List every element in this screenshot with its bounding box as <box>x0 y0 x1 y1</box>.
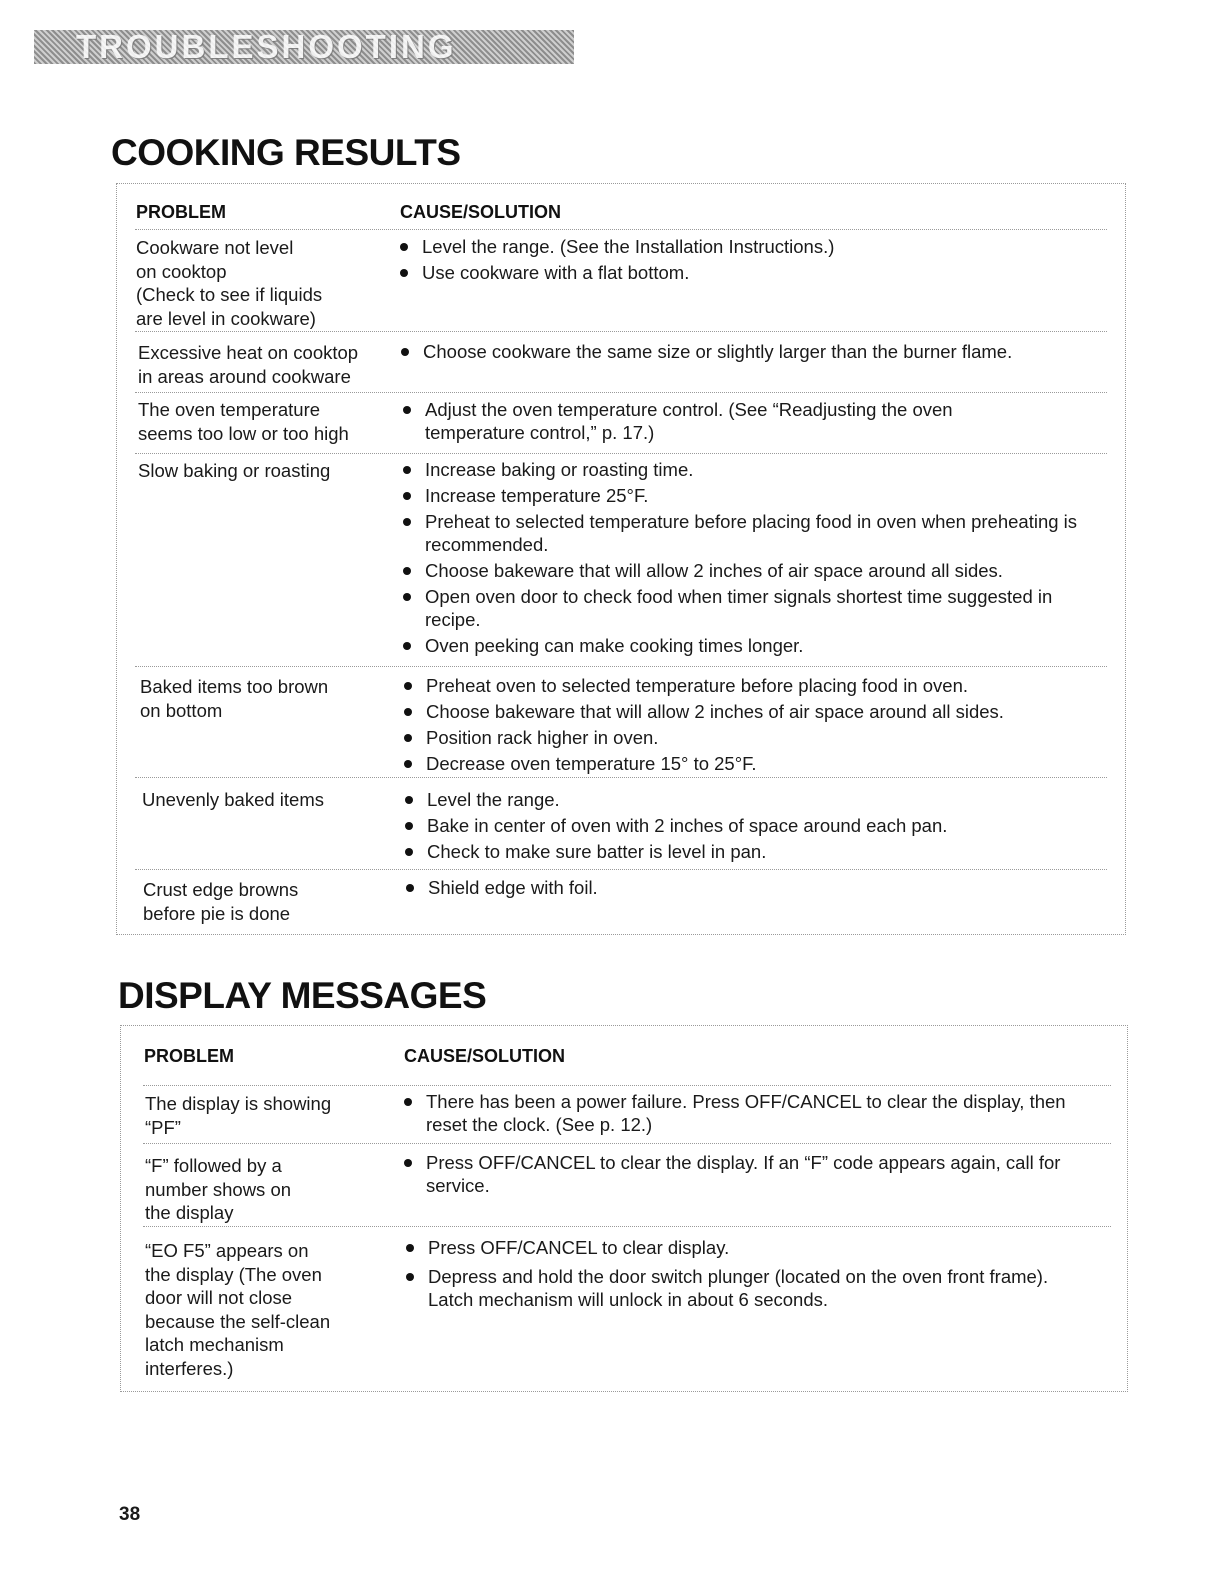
solution-text: Oven peeking can make cooking times longer. <box>425 635 804 656</box>
list-item <box>402 876 1112 899</box>
bullet-icon <box>404 1098 412 1106</box>
solution-text: Increase baking or roasting time. <box>425 459 694 480</box>
bullet-icon <box>401 348 409 356</box>
bullet-icon <box>403 492 411 500</box>
solution-list <box>400 674 1110 778</box>
solution-text: Choose cookware the same size or slightly larger than the burner flame. <box>423 341 1013 362</box>
problem-text: “F” followed by a number shows on the display <box>145 1155 292 1223</box>
display-messages-table <box>120 1025 1128 1392</box>
bullet-icon <box>403 466 411 474</box>
cooking-results-table <box>116 183 1126 935</box>
solution-list <box>400 1151 1100 1200</box>
bullet-icon <box>404 682 412 690</box>
solution-text: Preheat oven to selected temperature before placing food in oven. <box>426 675 968 696</box>
list-item <box>396 261 1106 284</box>
problem-text: The display is showing “PF” <box>145 1093 332 1138</box>
problem-text: Slow baking or roasting <box>138 460 331 481</box>
bullet-icon <box>404 760 412 768</box>
list-item <box>400 726 1110 749</box>
bullet-icon <box>400 243 408 251</box>
bullet-icon <box>405 822 413 830</box>
section-banner <box>34 30 574 64</box>
solution-text: Position rack higher in oven. <box>426 727 659 748</box>
list-item <box>401 788 1111 811</box>
solution-list <box>399 458 1104 660</box>
problem-text: Unevenly baked items <box>142 789 325 810</box>
problem-text: Crust edge browns before pie is done <box>143 879 299 924</box>
table-row-divider <box>135 777 1107 778</box>
header-cause-solution: CAUSE/SOLUTION <box>400 202 562 222</box>
table-row-divider <box>135 331 1107 332</box>
problem-text: Baked items too brown on bottom <box>140 676 329 721</box>
page-number: 38 <box>119 1504 141 1525</box>
solution-text: Shield edge with foil. <box>428 877 598 898</box>
display-messages-title: DISPLAY MESSAGES <box>118 975 487 1016</box>
bullet-icon <box>405 848 413 856</box>
solution-text: Press OFF/CANCEL to clear the display. If an “F” code appears again, call for service. <box>426 1152 1061 1196</box>
list-item <box>400 674 1110 697</box>
solution-text: Preheat to selected temperature before placing food in oven when preheating is recommended. <box>425 511 1078 555</box>
solution-text: Adjust the oven temperature control. (See “Readjusting the oven temperature control,” p. 17.) <box>425 399 953 443</box>
bullet-icon <box>405 796 413 804</box>
list-item <box>399 458 1104 481</box>
solution-text: Decrease oven temperature 15° to 25°F. <box>426 753 757 774</box>
problem-text: Cookware not level on cooktop (Check to see if liquids are level in cookware) <box>136 237 323 329</box>
solution-text: Bake in center of oven with 2 inches of space around each pan. <box>427 815 948 836</box>
solution-text: There has been a power failure. Press OFF/CANCEL to clear the display, then reset the clock. (See p. 12.) <box>426 1091 1066 1135</box>
bullet-icon <box>403 567 411 575</box>
table-row-divider <box>143 1085 1111 1086</box>
solution-list <box>400 1090 1090 1139</box>
bullet-icon <box>406 1273 414 1281</box>
solution-text: Choose bakeware that will allow 2 inches of air space around all sides. <box>425 560 1003 581</box>
bullet-icon <box>406 1244 414 1252</box>
list-item <box>399 634 1104 657</box>
bullet-icon <box>403 518 411 526</box>
solution-text: Depress and hold the door switch plunger (located on the oven front frame). Latch mechanism will unlock in about 6 seconds. <box>428 1266 1049 1310</box>
solution-text: Check to make sure batter is level in pan. <box>427 841 767 862</box>
solution-text: Increase temperature 25°F. <box>425 485 649 506</box>
bullet-icon <box>400 269 408 277</box>
problem-text: “EO F5” appears on the display (The oven door will not close because the self-clean latch mechanism interferes.) <box>145 1240 331 1379</box>
bullet-icon <box>404 708 412 716</box>
list-item <box>396 235 1106 258</box>
table-row-divider <box>135 453 1107 454</box>
solution-text: Choose bakeware that will allow 2 inches of air space around all sides. <box>426 701 1004 722</box>
header-cause-solution: CAUSE/SOLUTION <box>404 1046 566 1066</box>
list-item <box>397 340 1112 363</box>
problem-text: The oven temperature seems too low or too high <box>138 399 349 444</box>
banner-label: TROUBLESHOOTING <box>76 30 457 64</box>
table-row-divider <box>135 392 1107 393</box>
list-item <box>400 1090 1090 1136</box>
solution-list <box>399 398 1019 447</box>
list-item <box>400 1151 1100 1197</box>
solution-text: Press OFF/CANCEL to clear display. <box>428 1237 730 1258</box>
table-row-divider <box>135 666 1107 667</box>
solution-text: Use cookware with a flat bottom. <box>422 262 690 283</box>
list-item <box>399 398 1019 444</box>
cooking-results-title: COOKING RESULTS <box>111 132 461 173</box>
list-item <box>400 700 1110 723</box>
table-row-divider <box>143 1143 1111 1144</box>
list-item <box>400 752 1110 775</box>
table-row-divider <box>143 1226 1111 1227</box>
solution-text: Open oven door to check food when timer signals shortest time suggested in recipe. <box>425 586 1053 630</box>
solution-list <box>401 788 1111 866</box>
table-row-divider <box>135 229 1107 230</box>
bullet-icon <box>404 734 412 742</box>
list-item <box>401 814 1111 837</box>
table-row-divider <box>135 869 1107 870</box>
solution-list <box>396 235 1106 287</box>
bullet-icon <box>404 1159 412 1167</box>
problem-text: Excessive heat on cooktop in areas around cookware <box>138 342 359 387</box>
solution-list <box>402 1236 1062 1314</box>
list-item <box>402 1236 1062 1259</box>
list-item <box>399 510 1104 556</box>
bullet-icon <box>403 593 411 601</box>
bullet-icon <box>406 884 414 892</box>
list-item <box>402 1265 1062 1311</box>
solution-text: Level the range. <box>427 789 560 810</box>
list-item <box>399 484 1104 507</box>
bullet-icon <box>403 406 411 414</box>
bullet-icon <box>403 642 411 650</box>
solution-list <box>397 340 1112 366</box>
solution-text: Level the range. (See the Installation Instructions.) <box>422 236 835 257</box>
solution-list <box>402 876 1112 902</box>
list-item <box>399 559 1104 582</box>
list-item <box>401 840 1111 863</box>
list-item <box>399 585 1104 631</box>
header-problem: PROBLEM <box>144 1046 234 1066</box>
header-problem: PROBLEM <box>136 202 226 222</box>
